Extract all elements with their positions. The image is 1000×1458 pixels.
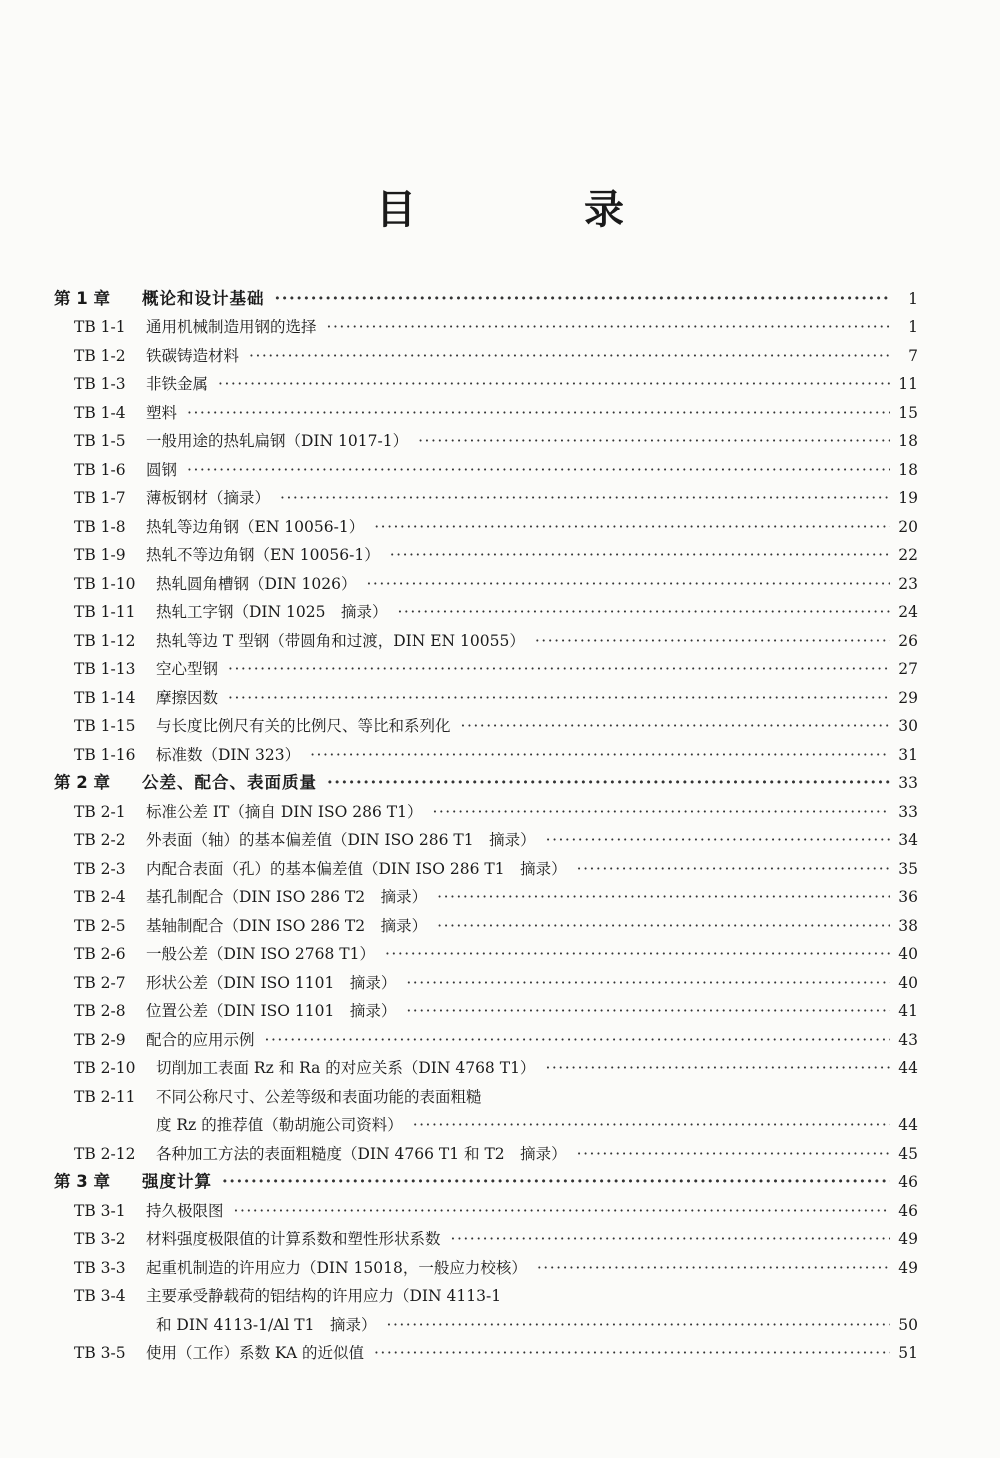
toc-entry-row[interactable]: [0, 997, 1000, 1026]
toc-entry-code: TB 1-4: [74, 403, 126, 422]
toc-page-number: 35: [898, 859, 918, 878]
toc-entry-title: 各种加工方法的表面粗糙度（DIN 4766 T1 和 T2 摘录）: [156, 1144, 567, 1163]
toc-entry-code: TB 2-8: [74, 1002, 126, 1020]
toc-entry-code: TB 2-11: [74, 1087, 136, 1106]
toc-entry-title: 度 Rz 的推荐值（勒胡施公司资料）: [156, 1116, 403, 1134]
toc-chapter-row[interactable]: [0, 284, 1000, 313]
toc-leader-dots: [228, 688, 890, 708]
toc-page-number: 15: [898, 403, 918, 422]
toc-page-number: 29: [898, 688, 918, 707]
toc-leader-dots: [367, 574, 891, 594]
toc-entry-code: TB 2-10: [74, 1059, 136, 1077]
toc-entry-title: 薄板钢材（摘录）: [146, 489, 271, 507]
toc-entry-code: TB 1-8: [74, 517, 126, 536]
toc-entry-code: TB 1-11: [74, 603, 136, 621]
toc-entry-row[interactable]: [0, 1225, 1000, 1254]
toc-page-number: 33: [898, 802, 918, 821]
toc-entry-code: 第 1 章: [54, 288, 110, 308]
toc-page-number: 30: [898, 717, 918, 735]
toc-page-number: 49: [898, 1230, 918, 1248]
toc-entry-title: 形状公差（DIN ISO 1101 摘录）: [146, 973, 397, 992]
toc-leader-dots: [398, 602, 891, 622]
toc-chapter-row[interactable]: [0, 769, 1000, 798]
toc-entry-row[interactable]: [0, 883, 1000, 912]
toc-entry-row[interactable]: [0, 398, 1000, 427]
toc-entry-title: 主要承受静载荷的铝结构的许用应力（DIN 4113-1: [146, 1287, 502, 1305]
toc-entry-row[interactable]: [0, 427, 1000, 456]
toc-entry-title: 材料强度极限值的计算系数和塑性形状系数: [146, 1230, 441, 1248]
toc-leader-dots: [327, 773, 890, 793]
toc-entry-code: TB 2-9: [74, 1030, 126, 1049]
toc-leader-dots: [461, 716, 890, 736]
toc-entry-title: 使用（工作）系数 KA 的近似值: [146, 1344, 364, 1362]
toc-entry-title: 标准数（DIN 323）: [156, 745, 301, 764]
toc-entry-row[interactable]: [0, 626, 1000, 655]
toc-leader-dots: [432, 802, 890, 822]
toc-entry-code: TB 1-10: [74, 574, 136, 593]
toc-entry-code: TB 1-7: [74, 489, 126, 507]
toc-entry-title: 切削加工表面 Rz 和 Ra 的对应关系（DIN 4768 T1）: [156, 1059, 536, 1077]
toc-entry-code: TB 1-3: [74, 375, 126, 393]
toc-entry-row[interactable]: [0, 569, 1000, 598]
toc-entry-row[interactable]: [0, 1282, 1000, 1311]
toc-entry-row[interactable]: [0, 712, 1000, 741]
toc-entry-code: TB 3-3: [74, 1258, 126, 1277]
toc-leader-dots: [228, 659, 890, 679]
toc-entry-title: 不同公称尺寸、公差等级和表面功能的表面粗糙: [156, 1087, 482, 1106]
toc-entry-code: TB 1-14: [74, 688, 136, 707]
toc-entry-title: 塑料: [146, 403, 178, 422]
toc-leader-dots: [535, 631, 890, 651]
toc-entry-row[interactable]: [0, 655, 1000, 684]
toc-page-number: 23: [898, 574, 918, 593]
toc-leader-dots: [234, 1201, 890, 1221]
toc-page-number: 44: [898, 1059, 918, 1077]
toc-leader-dots: [451, 1229, 890, 1249]
toc-entry-row[interactable]: [0, 455, 1000, 484]
toc-entry-row[interactable]: [0, 797, 1000, 826]
toc-page-number: 20: [898, 517, 918, 536]
toc-entry-title: 公差、配合、表面质量: [142, 773, 317, 792]
toc-entry-title: 非铁金属: [146, 375, 209, 393]
toc-leader-dots: [545, 1058, 890, 1078]
toc-entry-code: TB 2-4: [74, 888, 126, 906]
toc-leader-dots: [275, 289, 891, 309]
toc-entry-title: 热轧圆角槽钢（DIN 1026）: [156, 574, 357, 593]
toc-leader-dots: [280, 488, 890, 508]
toc-entry-row[interactable]: [0, 1196, 1000, 1225]
toc-entry-row[interactable]: [0, 1111, 1000, 1140]
toc-entry-title: 和 DIN 4113-1/Al T1 摘录）: [156, 1315, 377, 1334]
toc-entry-title: 外表面（轴）的基本偏差值（DIN ISO 286 T1 摘录）: [146, 831, 536, 849]
toc-entry-title: 空心型钢: [156, 660, 219, 678]
toc-entry-code: TB 1-6: [74, 460, 126, 479]
toc-entry-row[interactable]: [0, 826, 1000, 855]
toc-entry-title: 热轧等边 T 型钢（带圆角和过渡，DIN EN 10055）: [156, 631, 525, 650]
toc-page-number: 24: [898, 603, 918, 621]
toc-page-number: 38: [898, 916, 918, 935]
toc-entry-title: 基轴制配合（DIN ISO 286 T2 摘录）: [146, 916, 428, 935]
toc-entry-code: TB 1-2: [74, 346, 126, 365]
table-of-contents: [0, 284, 1000, 1367]
toc-entry-code: TB 2-7: [74, 973, 126, 992]
toc-page-number: 44: [898, 1116, 918, 1134]
toc-page-number: 40: [898, 973, 918, 992]
toc-entry-code: 第 3 章: [54, 1172, 110, 1191]
toc-page-number: 1: [908, 318, 918, 336]
toc-page-number: 33: [898, 774, 918, 792]
toc-page-number: 49: [898, 1258, 918, 1277]
toc-entry-title: 内配合表面（孔）的基本偏差值（DIN ISO 286 T1 摘录）: [146, 859, 567, 878]
toc-page-number: 26: [898, 631, 918, 650]
toc-entry-code: TB 2-2: [74, 831, 126, 849]
toc-entry-title: 热轧不等边角钢（EN 10056-1）: [146, 546, 380, 564]
toc-entry-code: TB 1-5: [74, 432, 126, 450]
toc-entry-title: 通用机械制造用钢的选择: [146, 318, 317, 336]
toc-entry-code: TB 3-4: [74, 1287, 126, 1305]
toc-entry-code: TB 1-15: [74, 717, 136, 735]
toc-entry-row[interactable]: [0, 1025, 1000, 1054]
toc-page-number: 40: [898, 945, 918, 963]
toc-entry-row[interactable]: [0, 911, 1000, 940]
toc-leader-dots: [387, 1315, 890, 1335]
toc-entry-row[interactable]: [0, 1253, 1000, 1282]
toc-entry-title: 标准公差 IT（摘自 DIN ISO 286 T1）: [146, 802, 423, 821]
toc-entry-title: 位置公差（DIN ISO 1101 摘录）: [146, 1002, 397, 1020]
toc-page-number: 51: [898, 1344, 918, 1362]
toc-page-number: 50: [898, 1315, 918, 1334]
toc-page-number: 22: [898, 546, 918, 564]
toc-page-number: 31: [898, 745, 918, 764]
toc-leader-dots: [413, 1115, 890, 1135]
toc-entry-row[interactable]: [0, 1310, 1000, 1339]
toc-entry-row[interactable]: [0, 1082, 1000, 1111]
toc-leader-dots: [374, 517, 890, 537]
toc-entry-row[interactable]: [0, 968, 1000, 997]
toc-entry-title: 圆钢: [146, 460, 178, 479]
toc-entry-row[interactable]: [0, 541, 1000, 570]
toc-entry-title: 与长度比例尺有关的比例尺、等比和系列化: [156, 717, 451, 735]
toc-entry-code: TB 1-16: [74, 745, 136, 764]
toc-entry-row[interactable]: [0, 1054, 1000, 1083]
toc-entry-code: TB 2-1: [74, 802, 126, 821]
toc-leader-dots: [187, 460, 890, 480]
toc-entry-row[interactable]: [0, 683, 1000, 712]
toc-page-number: 27: [898, 660, 918, 678]
toc-leader-dots: [310, 745, 890, 765]
toc-leader-dots: [418, 431, 890, 451]
toc-entry-code: TB 1-1: [74, 318, 126, 336]
toc-page-number: 36: [898, 888, 918, 906]
toc-leader-dots: [187, 403, 890, 423]
toc-leader-dots: [265, 1030, 890, 1050]
toc-leader-dots: [406, 973, 890, 993]
toc-leader-dots: [385, 944, 890, 964]
toc-entry-code: TB 2-12: [74, 1144, 136, 1163]
toc-entry-row[interactable]: [0, 484, 1000, 513]
toc-page-number: 45: [898, 1144, 918, 1163]
toc-entry-row[interactable]: [0, 740, 1000, 769]
toc-entry-code: TB 1-9: [74, 546, 126, 564]
toc-entry-row[interactable]: [0, 940, 1000, 969]
toc-page-number: 7: [908, 346, 918, 365]
toc-entry-title: 铁碳铸造材料: [146, 346, 240, 365]
toc-entry-title: 起重机制造的许用应力（DIN 15018，一般应力校核）: [146, 1258, 527, 1277]
toc-entry-row[interactable]: [0, 854, 1000, 883]
toc-page-number: 46: [898, 1173, 918, 1191]
toc-leader-dots: [437, 887, 890, 907]
toc-entry-code: TB 1-13: [74, 660, 136, 678]
toc-entry-title: 基孔制配合（DIN ISO 286 T2 摘录）: [146, 888, 428, 906]
toc-entry-code: TB 1-12: [74, 631, 136, 650]
toc-leader-dots: [537, 1258, 890, 1278]
toc-entry-title: 热轧等边角钢（EN 10056-1）: [146, 517, 365, 536]
toc-entry-row[interactable]: [0, 598, 1000, 627]
toc-leader-dots: [390, 545, 890, 565]
page-title: 目 录: [376, 187, 688, 233]
toc-page-number: 18: [898, 460, 918, 479]
toc-entry-code: TB 3-1: [74, 1201, 126, 1220]
toc-entry-title: 一般用途的热轧扁钢（DIN 1017-1）: [146, 432, 409, 450]
toc-entry-row[interactable]: [0, 313, 1000, 342]
toc-leader-dots: [577, 1144, 890, 1164]
toc-entry-code: 第 2 章: [54, 773, 110, 792]
toc-leader-dots: [374, 1343, 890, 1363]
toc-page-number: 34: [898, 831, 918, 849]
toc-leader-dots: [249, 346, 890, 366]
toc-entry-code: TB 3-2: [74, 1230, 126, 1248]
toc-leader-dots: [222, 1172, 890, 1192]
toc-page-number: 46: [898, 1201, 918, 1220]
toc-entry-code: TB 2-5: [74, 916, 126, 935]
toc-page-number: 1: [908, 289, 918, 308]
toc-entry-code: TB 2-3: [74, 859, 126, 878]
toc-page-number: 19: [898, 489, 918, 507]
toc-entry-code: TB 2-6: [74, 945, 126, 963]
toc-entry-title: 持久极限图: [146, 1201, 224, 1220]
toc-entry-title: 热轧工字钢（DIN 1025 摘录）: [156, 603, 388, 621]
toc-entry-code: TB 3-5: [74, 1344, 126, 1362]
toc-leader-dots: [577, 859, 890, 879]
toc-entry-title: 强度计算: [142, 1172, 212, 1191]
toc-entry-title: 一般公差（DIN ISO 2768 T1）: [146, 945, 375, 963]
toc-chapter-row[interactable]: [0, 1168, 1000, 1197]
toc-entry-row[interactable]: [0, 512, 1000, 541]
toc-page-number: 43: [898, 1030, 918, 1049]
toc-leader-dots: [218, 374, 890, 394]
toc-leader-dots: [546, 830, 890, 850]
toc-page-number: 18: [898, 432, 918, 450]
toc-entry-row[interactable]: [0, 1139, 1000, 1168]
toc-page-number: 41: [898, 1002, 918, 1020]
toc-leader-dots: [437, 916, 890, 936]
toc-entry-title: 配合的应用示例: [146, 1030, 255, 1049]
toc-entry-row[interactable]: [0, 370, 1000, 399]
toc-entry-title: 概论和设计基础: [142, 288, 265, 308]
toc-page-number: 11: [898, 375, 918, 393]
toc-entry-row[interactable]: [0, 341, 1000, 370]
toc-entry-row[interactable]: [0, 1339, 1000, 1368]
toc-leader-dots: [327, 317, 890, 337]
toc-leader-dots: [406, 1001, 890, 1021]
toc-entry-title: 摩擦因数: [156, 688, 219, 707]
